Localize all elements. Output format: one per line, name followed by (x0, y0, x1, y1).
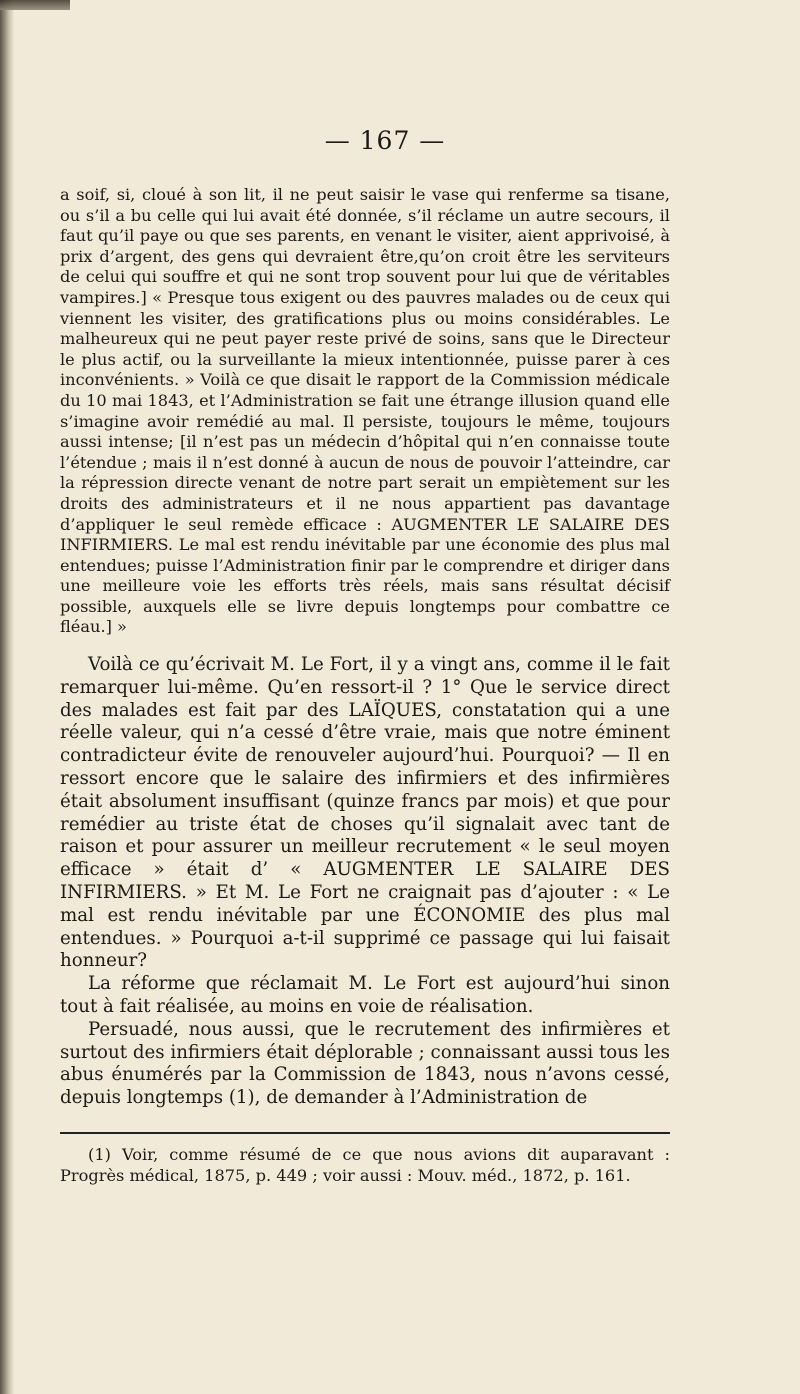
page-corner-mark (0, 0, 70, 10)
footnote: (1) Voir, comme résumé de ce que nous avions dit auparavant : Progrès médical, 1875, p. 449 ; voir aussi : Mouv. méd., 1872, p. 161. (60, 1145, 670, 1185)
body-paragraph-3: Persuadé, nous aussi, que le recrutement des infirmières et surtout des infirmiers était déplorable ; connaissant aussi tous les abus énumérés par la Commission de 1843, nous n’avons cessé, depuis longtemps (1), de demander à l’Administration de (60, 1018, 670, 1109)
binding-edge (0, 0, 14, 1394)
book-page (60, 126, 670, 1186)
footnote-divider (60, 1132, 670, 1134)
page-number: — 167 — (324, 126, 446, 155)
body-paragraph-2: La réforme que réclamait M. Le Fort est aujourd’hui sinon tout à fait réalisée, au moins en voie de réalisation. (60, 973, 670, 1018)
quoted-report-paragraph: a soif, si, cloué à son lit, il ne peut saisir le vase qui renferme sa tisane, ou s’il a bu celle qui lui avait été donnée, s’il réclame un autre secours, il faut qu’il paye ou que ses parents, en venant le visiter, aient apprivoisé, à prix d’argent, des gens qui devraient être,qu’on croit être les serviteurs de celui qui souffre et qui ne sont trop souvent pour lui que de véritables vampires.] « Presque tous exigent ou des pauvres malades ou de ceux qui viennent les visiter, des gratifications plus ou moins considérables. Le malheureux qui ne peut payer reste privé de soins, sans que le Directeur le plus actif, ou la surveillante la mieux intentionnée, puisse parer à ces inconvénients. » Voilà ce que disait le rapport de la Commission médicale du 10 mai 1843, et l’Administration se fait une étrange illusion quand elle s’imagine avoir remédié au mal. Il persiste, toujours le même, toujours aussi intense; [il n’est pas un médecin d’hôpital qui n’en connaisse toute l’étendue ; mais il n’est donné à aucun de nous de pouvoir l’atteindre, car la répression directe venant de notre part serait un empiètement sur les droits des administrateurs et il ne nous appartient pas davantage d’appliquer le seul remède efficace : AUGMENTER LE SALAIRE DES INFIRMIERS. Le mal est rendu inévitable par une économie des plus mal entendues; puisse l’Administration finir par le comprendre et diriger dans une meilleure voie les efforts très réels, mais sans résultat décisif possible, auxquels elle se livre depuis longtemps pour combattre ce fléau.] » (60, 185, 670, 637)
body-paragraph-1: Voilà ce qu’écrivait M. Le Fort, il y a vingt ans, comme il le fait remarquer lui-même. Qu’en ressort-il ? 1° Que le service direct des malades est fait par des LAÏQUES, constatation qui a une réelle valeur, qui n’a cessé d’être vraie, mais que notre éminent contradicteur évite de renouveler aujourd’hui. Pourquoi? — Il en ressort encore que le salaire des infirmiers et des infirmières était absolument insuffisant (quinze francs par mois) et que pour remédier au triste état de choses qu’il signalait avec tant de raison et pour assurer un meilleur recrutement « le seul moyen efficace » était d’ « AUGMENTER LE SALAIRE DES INFIRMIERS. » Et M. Le Fort ne craignait pas d’ajouter : « Le mal est rendu inévitable par une ÉCONOMIE des plus mal entendues. » Pourquoi a-t-il supprimé ce passage qui lui faisait honneur? (60, 654, 670, 972)
